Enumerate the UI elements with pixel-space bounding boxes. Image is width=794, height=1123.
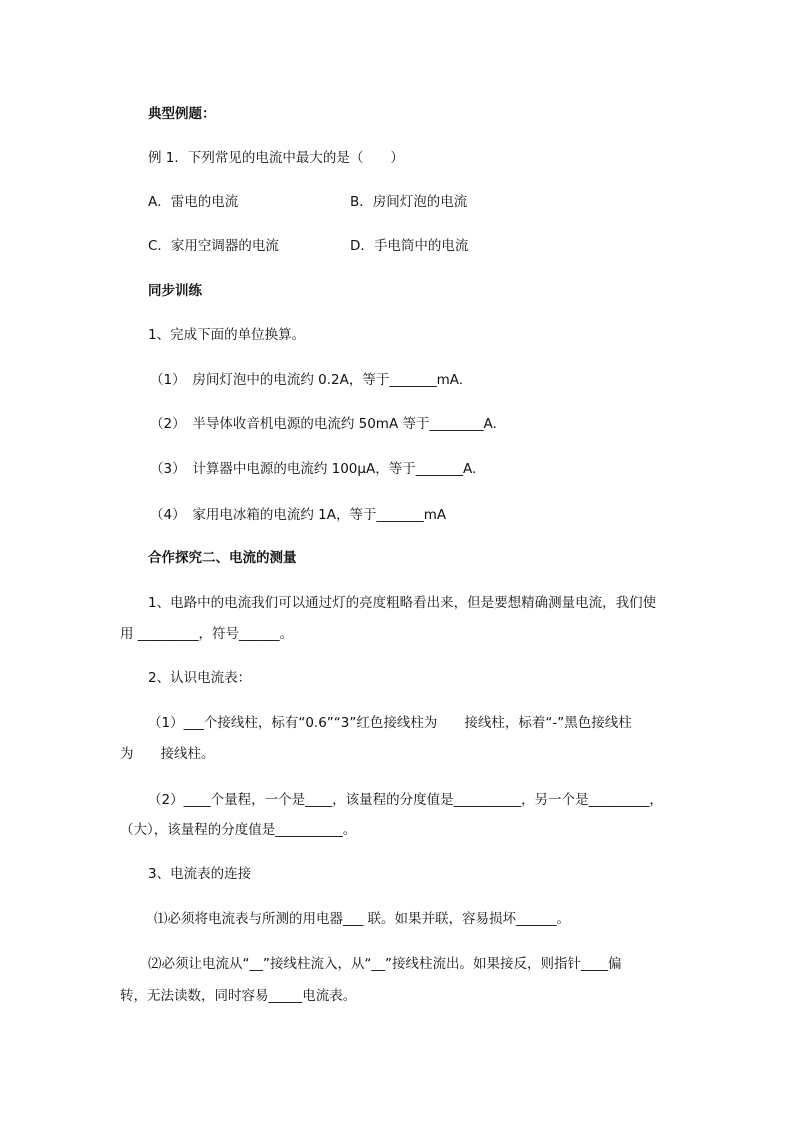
sync-item-3: （3） 计算器中电源的电流约 100μA，等于_______A.	[150, 461, 477, 477]
coop-paragraph-3: 3、电流表的连接	[148, 866, 252, 882]
example-1-option-c: C．家用空调器的电流	[148, 238, 279, 254]
example-1-option-d: D．手电筒中的电流	[350, 238, 469, 254]
heading-cooperative-inquiry: 合作探究二、电流的测量	[148, 550, 297, 566]
heading-sync-training: 同步训练	[148, 283, 202, 299]
example-1-question: 例 1．下列常见的电流中最大的是（ ）	[148, 150, 404, 166]
coop-paragraph-1-line-2: 用 _________，符号______。	[120, 626, 294, 642]
coop-item-2-1-line-2: 为 接线柱。	[120, 746, 215, 762]
coop-item-2-2-line-2: （大），该量程的分度值是__________。	[120, 822, 357, 838]
sync-item-1: （1） 房间灯泡中的电流约 0.2A，等于_______mA.	[150, 372, 464, 388]
coop-item-2-1-line-1: （1）___个接线柱，标有“0.6”“3”红色接线柱为 接线柱，标着“-”黑色接线柱	[148, 715, 632, 731]
coop-item-3-1: ⑴必须将电流表与所测的用电器___ 联。如果并联，容易损坏______。	[154, 911, 571, 927]
sync-item-4: （4） 家用电冰箱的电流约 1A，等于_______mA	[150, 507, 447, 523]
coop-item-2-2-line-1: （2）____个量程，一个是____，该量程的分度值是__________，另一个是_________，	[148, 792, 663, 808]
sync-item-2: （2） 半导体收音机电源的电流约 50mA 等于________A.	[150, 416, 497, 432]
example-1-option-a: A．雷电的电流	[148, 194, 239, 210]
coop-item-3-2-line-1: ⑵必须让电流从“__”接线柱流入，从“__”接线柱流出。如果接反，则指针____偏	[148, 956, 622, 972]
heading-typical-examples: 典型例题：	[148, 106, 216, 122]
coop-paragraph-2: 2、认识电流表：	[148, 670, 252, 686]
coop-item-3-2-line-2: 转，无法读数，同时容易_____电流表。	[120, 988, 357, 1004]
example-1-option-b: B．房间灯泡的电流	[350, 194, 468, 210]
sync-question-1: 1、完成下面的单位换算。	[148, 327, 306, 343]
coop-paragraph-1-line-1: 1、电路中的电流我们可以通过灯的亮度粗略看出来，但是要想精确测量电流，我们使	[148, 595, 657, 611]
